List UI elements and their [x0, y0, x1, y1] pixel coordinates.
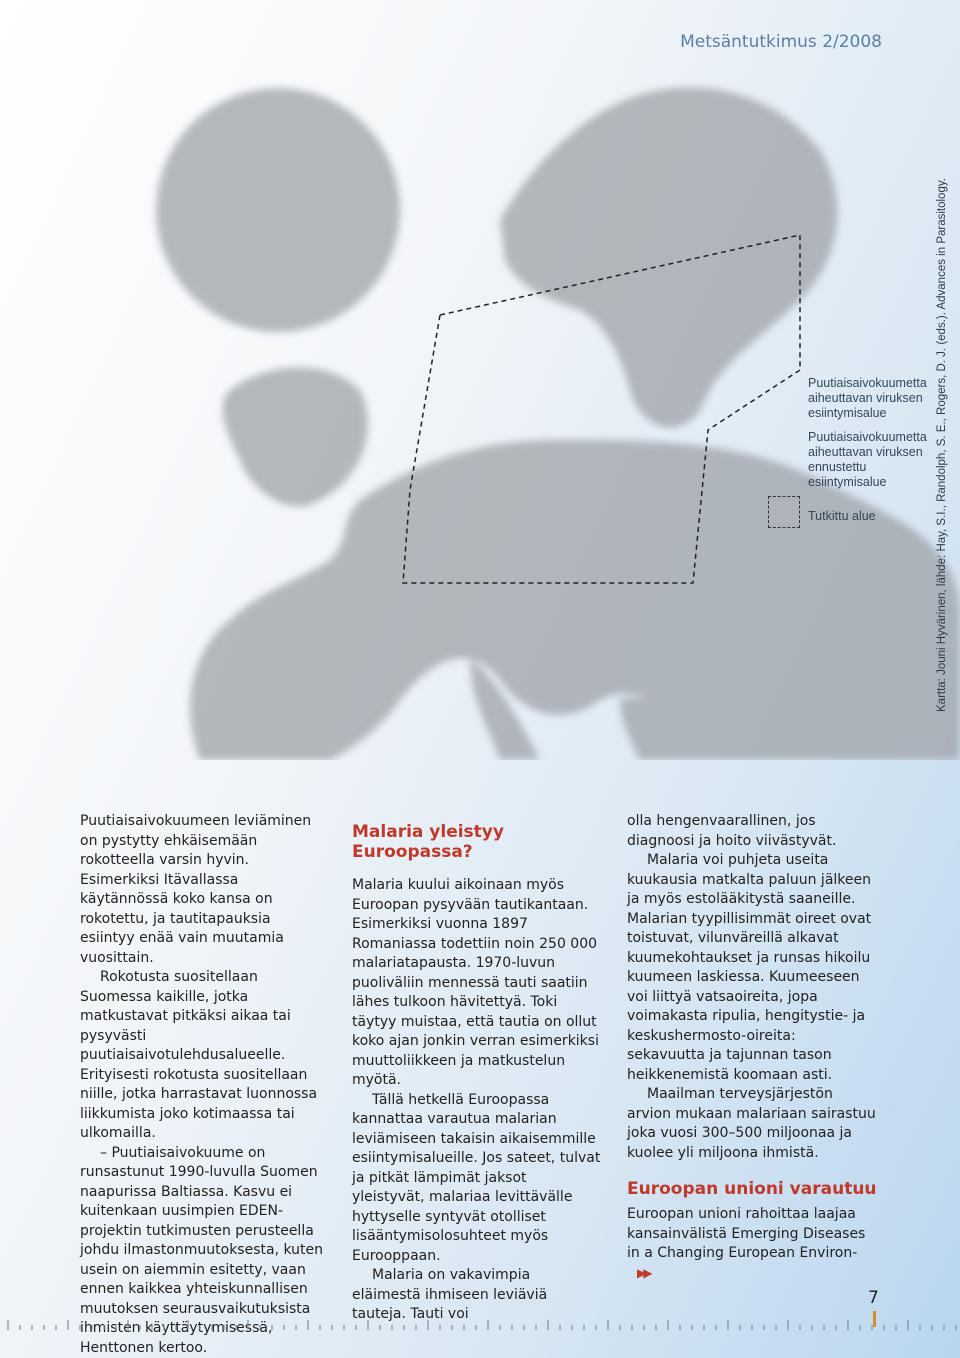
paragraph	[627, 1205, 877, 1283]
paragraph: Malaria kuului aikoinaan myös Euroopan pysyvään tautikantaan. Esimerkiksi vuonna 1897 Romaniassa todettiin noin 250 000 malariatapausta. 1970-luvun puoliväliin mennessä tauti saatiin lähes tulkoon hävitettyä. Toki täytyy muistaa, että tautia on ollut koko ajan jonkin verran esimerkiksi muuttoliikkeen ja matkustelun myötä.	[352, 877, 599, 1088]
paragraph-text: Euroopan unioni rahoittaa laajaa kansainvälistä Emerging Diseases in a Changing European Environ-	[627, 1206, 866, 1261]
paragraph: Tällä hetkellä Euroopassa kannattaa varautua malarian leviämiseen takaisin aikaisemmille esiintymisalueille. Jos sateet, tulvat ja pitkät lämpimät jaksot yleistyvät, malariaa levittävälle hyttyselle syntyvät otolliset lisääntymisolosuhteet myös Eurooppaan.	[352, 1091, 601, 1264]
paragraph: Puutiaisaivokuumeen leviäminen on pystytty ehkäisemään rokotteella varsin hyvin. Esimerkiksi Itävallassa käytännössä koko kansa on rokotettu, ja tautitapauksia esiintyy enää vain muutamia vuosittain.	[80, 813, 312, 966]
map-credit: Kartta: Jouni Hyvärinen, lähde: Hay, S.I., Randolph, S. E., Rogers, D. J. (eds.). Advances in Parasitology.	[936, 178, 948, 712]
continue-arrow-icon: ▶▶	[637, 1265, 650, 1280]
legend-item-predicted: Puutiaisaivokuumetta aiheuttavan viruksen ennustettu esiintymisalue	[808, 430, 927, 489]
paragraph: Maailman terveysjärjestön arvion mukaan malariaan sairastuu joka vuosi 300–500 miljoonaa ja kuolee yli miljoona ihmistä.	[627, 1086, 876, 1161]
column-2	[352, 812, 602, 1325]
legend-item-occurrence: Puutiaisaivokuumetta aiheuttavan viruksen esiintymisalue	[808, 376, 927, 420]
legend-swatch-studied	[768, 496, 800, 528]
land-mass	[156, 88, 960, 761]
paragraph: olla hengenvaarallinen, jos diagnoosi ja hoito viivästyvät.	[627, 813, 837, 849]
legend-item-studied: Tutkittu alue	[808, 509, 876, 523]
ruler-ticks	[8, 1320, 956, 1330]
paragraph: Malaria voi puhjeta useita kuukausia matkalta paluun jälkeen ja myös estolääkitystä saaneille. Malarian tyypillisimmät oireet ovat toistuvat, vilunväreillä alkavat kuumekohtaukset ja runsas hikoilu kuumeen laskiessa. Kuumeeseen voi liittyä vatsaoireita, jopa voimakasta ripulia, hengitystie- ja keskushermosto-oireita: sekavuutta ja tajunnan tason heikkenemistä koomaan asti.	[627, 852, 872, 1083]
column-1	[80, 812, 324, 1358]
footer-ruler	[0, 1310, 960, 1336]
scandinavia-shape	[500, 88, 837, 428]
page-number: 7	[868, 1288, 879, 1308]
britain-shape	[223, 368, 368, 507]
journal-header: Metsäntutkimus 2/2008	[680, 32, 882, 52]
iceland-blob	[156, 88, 400, 332]
section-heading-eu: Euroopan unioni varautuu	[627, 1179, 877, 1199]
page-marker	[873, 1311, 876, 1327]
paragraph: Malaria on vakavimpia eläimestä ihmiseen leviäviä tauteja. Tauti voi	[352, 1267, 548, 1322]
paragraph: – Puutiaisaivokuume on runsastunut 1990-luvulla Suomen naapurissa Baltiassa. Kasvu ei kuitenkaan uusimpien EDEN-projektin tutkimusten perusteella johdu ilmastonmuutoksesta, kuten usein on aiemmin esitetty, vaan ennen kaikkea yhteiskunnallisen muutoksen seurausvaikutuksista ihmisten käyttäytymisessä, Henttonen kertoo.	[80, 1144, 323, 1356]
column-3	[627, 812, 877, 1283]
paragraph: Rokotusta suositellaan Suomessa kaikille, jotka matkustavat pitkäksi aikaa tai pysyvästi puutiaisaivotulehdusalueelle. Erityisesti rokotusta suositellaan niille, jotka harrastavat luonnossa liikkumista joko kotimaassa tai ulkomailla.	[80, 969, 318, 1141]
section-heading-malaria: Malaria yleistyy Euroopassa?	[352, 822, 504, 862]
